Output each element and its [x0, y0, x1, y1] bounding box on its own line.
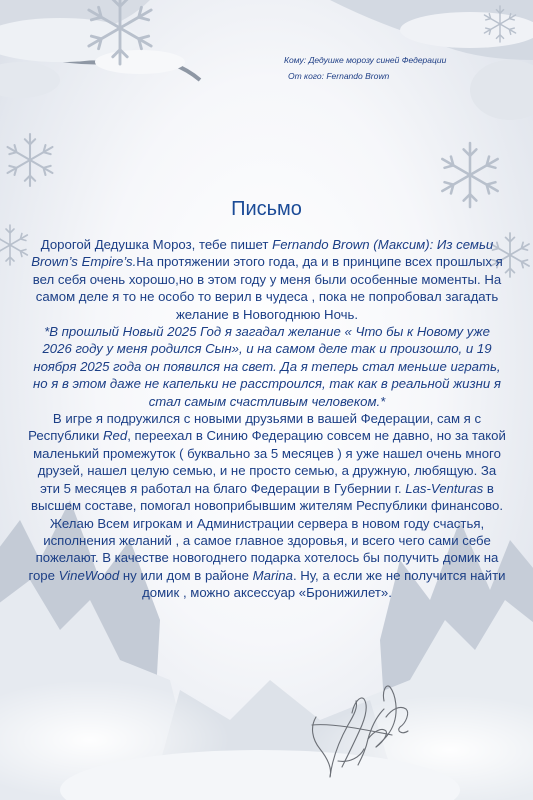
handwritten-signature [302, 665, 422, 785]
letter-text-italic: Fernando Brown (Максим): Из семьи Brown’s Empire’s. [31, 237, 494, 270]
letter-text: в высшем составе, помогал новоприбывшим жителям Республики финансово. Желаю Всем игрокам и Администрации сервера в новом году счастья, исполнения желаний , а самое главное здоровья, и всего чего сами себе пожелают. В качестве новогоднего подарка хотелось бы получить домик на горе [28, 480, 504, 583]
snowflake-icon [0, 225, 27, 265]
recipient-line: Кому: Дедушке морозу синей Федерации [284, 55, 447, 65]
letter-text-italic: Marina [252, 567, 293, 583]
snowflake-icon [8, 134, 53, 186]
letter-body [28, 236, 506, 602]
letter-text-italic: Red [102, 428, 128, 444]
letter-text: . Ну, а если же не получится найти домик , можно аксессуар «Бронижилет». [142, 567, 506, 601]
page-title: Письмо [231, 198, 302, 220]
letter-header [284, 52, 446, 84]
letter-text: На протяжении этого года, да и в принципе всех прошлых я вел себя очень хорошо,но в этом году у меня были особенные моменты. На самом деле я то не особо то верил в чудеса , пока не попробовал загадать желание в Новогоднюю Ночь. [32, 254, 503, 322]
letter-text: В игре я подружился с новыми друзьями в вашей Федерации, сам я с Республики [28, 411, 482, 444]
letter-text-italic: Las-Venturas [405, 480, 484, 496]
letter-paragraph: *В прошлый Новый 2025 Год я загадал желание « Что бы к Новому уже 2026 году у меня родился Сын», и на самом деле так и произошло, и 19 ноября 2025 года он появился на свет. Да я теперь стал меньше играть, но я в этом даже не капельки не расстроился, так как в реальной жизни я стал самым счастливым человеком.* [33, 324, 501, 409]
letter-paragraph [28, 410, 506, 601]
letter-text-italic: VineWood [58, 567, 120, 583]
sender-line: От кого: Fernando Brown [288, 71, 390, 81]
letter-paragraph [28, 236, 506, 323]
letter-text: Дорогой Дедушка Мороз, тебе пишет [40, 237, 273, 252]
letter-text: ну или дом в районе [119, 567, 253, 583]
letter-text: , переехал в Синию Федерацию совсем не давно, но за такой маленький промежуток ( буквально за 5 месяцев ) я уже нашел очень много друзей, нашел целую семью, и не просто семью, а дружную, любящую. За эти 5 месяцев я работал на благо Федерации в Губернии г. [33, 428, 506, 496]
